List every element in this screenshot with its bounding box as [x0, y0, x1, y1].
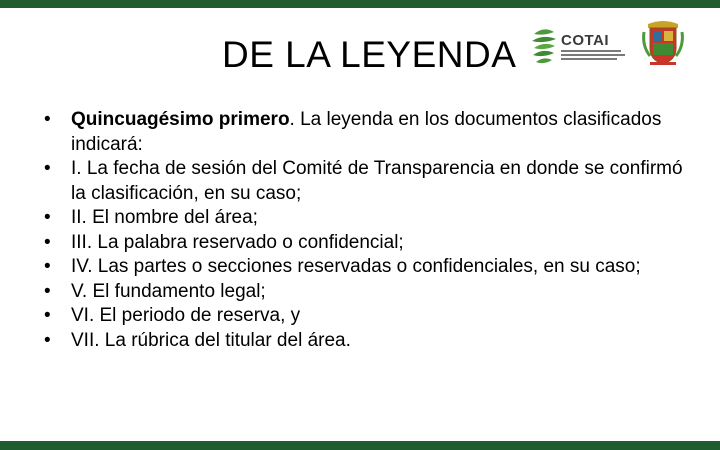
bullet-icon: •: [44, 256, 51, 277]
bullet-icon: •: [44, 109, 51, 130]
top-accent-bar: [0, 0, 720, 8]
list-item: [44, 231, 694, 256]
list-item-text: . La leyenda en los documentos clasificados indicará:: [71, 109, 662, 155]
cotai-logo: [530, 26, 630, 70]
list-item: [44, 157, 694, 206]
list-item-text: II. El nombre del área;: [71, 207, 258, 228]
leaf-stack-icon: [530, 26, 558, 68]
bullet-icon: •: [44, 305, 51, 326]
list-item-text: VI. El periodo de reserva, y: [71, 305, 301, 326]
slide-title: DE LA LEYENDA: [222, 34, 517, 75]
list-item-text: III. La palabra reservado o confidencial;: [71, 231, 404, 253]
list-item: [44, 329, 694, 354]
legend-requirements-list: [44, 108, 694, 353]
list-item: [44, 108, 694, 157]
list-item-text: V. El fundamento legal;: [71, 280, 266, 302]
list-item: [44, 304, 694, 329]
bottom-accent-bar: [0, 441, 720, 450]
list-item-text: VII. La rúbrica del titular del área.: [71, 329, 351, 351]
list-item: [44, 280, 694, 305]
list-item: [44, 255, 694, 280]
bullet-icon: •: [44, 207, 51, 228]
list-item-text: I. La fecha de sesión del Comité de Transparencia en donde se confirmó la clasificación, en su caso;: [71, 158, 683, 204]
article-heading: Quincuagésimo primero: [71, 109, 290, 130]
bullet-icon: •: [44, 158, 51, 179]
bullet-icon: •: [44, 329, 51, 351]
bullet-icon: •: [44, 280, 51, 302]
list-item: [44, 206, 694, 231]
cotai-wordmark: COTAI: [561, 32, 610, 49]
cotai-fine-print: [561, 50, 625, 64]
list-item-text: IV. Las partes o secciones reservadas o confidenciales, en su caso;: [71, 256, 641, 277]
bullet-icon: •: [44, 231, 51, 253]
state-coat-of-arms-icon: [640, 18, 686, 68]
